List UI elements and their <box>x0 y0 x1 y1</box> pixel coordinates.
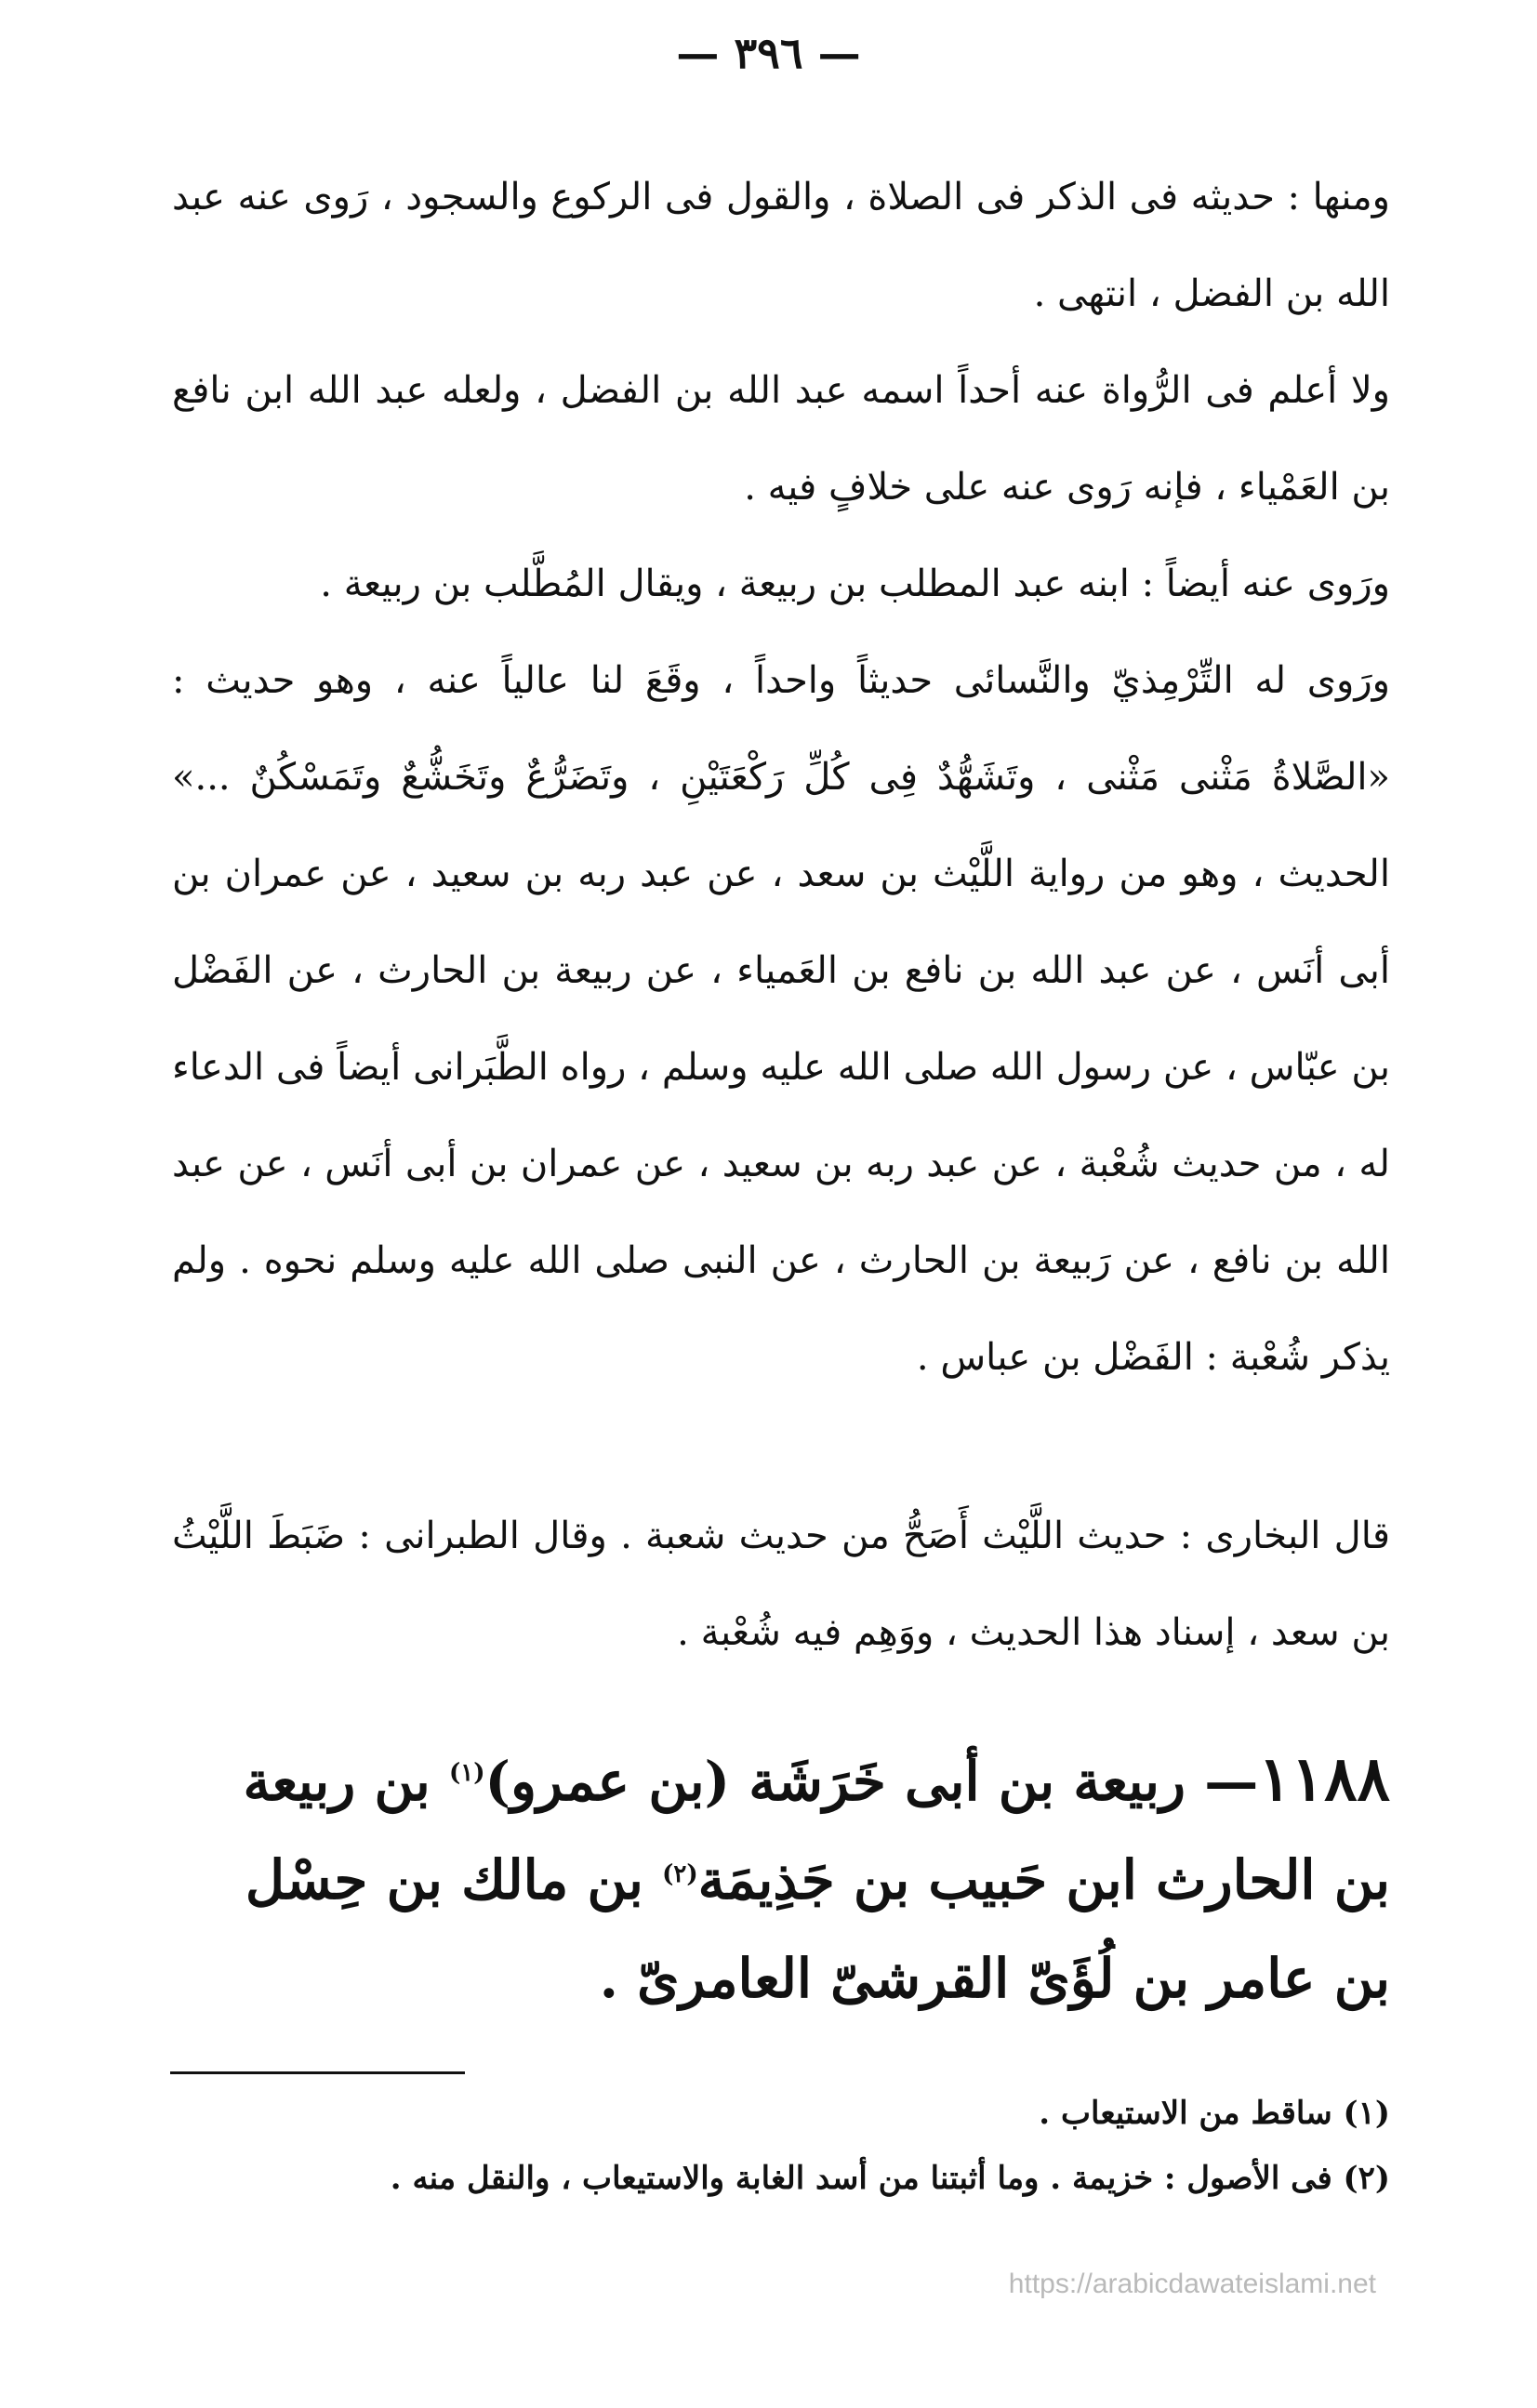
entry-name-part: بن ربيعة بن الحارث ابن حَبيب بن جَذِيمَة <box>243 1750 1390 1912</box>
footnote: (٢) فى الأصول : خزيمة . وما أثبتنا من أسد الغابة والاستيعاب ، والنقل منه . <box>390 2160 1390 2197</box>
entry-number: ١١٨٨ <box>1258 1742 1390 1815</box>
paragraph-group <box>172 632 1390 1406</box>
paragraph: قال البخارى : حديث اللَّيْث أَصَحُّ من حديث شعبة . وقال الطبرانى : ضَبَطَ اللَّيْثُ بن سعد ، إسناد هذا الحديث ، ووَهِم فيه شُعْبة . <box>172 1515 1390 1654</box>
paragraph: ورَوى عنه أيضاً : ابنه عبد المطلب بن ربيعة ، ويقال المُطَّلب بن ربيعة . <box>320 562 1390 605</box>
watermark-url: https://arabicdawateislami.net <box>1008 2269 1376 2299</box>
paragraph: ولا أعلم فى الرُّواة عنه أحداً اسمه عبد الله بن الفضل ، ولعله عبد الله ابن نافع بن العَمْياء ، فإنه رَوى عنه على خلافٍ فيه . <box>172 369 1390 509</box>
page-number: — ٣٩٦ — <box>676 28 861 78</box>
paragraph: ومنها : حديثه فى الذكر فى الصلاة ، والقول فى الركوع والسجود ، رَوى عنه عبد الله بن الفضل ، انتهى . <box>172 176 1390 315</box>
footnote-divider <box>170 2071 465 2074</box>
biography-entry-heading <box>172 1729 1390 2028</box>
paragraph: ورَوى له التِّرْمِذيّ والنَّسائى حديثاً واحداً ، وقَعَ لنا عالياً عنه ، وهو حديث : «الصَّلاةُ مَثْنى مَثْنى ، وتَشَهُّدٌ فِى كُلِّ رَكْعَتَيْنِ ، وتَضَرُّعٌ وتَخَشُّعٌ وتَمَسْكُنٌ ...» الحديث ، وهو من رواية اللَّيْث بن سعد ، عن عبد ربه بن سعيد ، عن عمران بن أبى أنَس ، عن عبد الله بن نافع بن العَمياء ، عن ربيعة بن الحارث ، عن الفَضْل بن عبّاس ، عن رسول الله صلى الله عليه وسلم ، رواه الطَّبَرانى أيضاً فى الدعاء له ، من حديث شُعْبة ، عن عبد ربه بن سعيد ، عن عمران بن أبى أنَس ، عن عبد الله بن نافع ، عن رَبيعة بن الحارث ، عن النبى صلى الله عليه وسلم نحوه . ولم يذكر شُعْبة : الفَضْل بن عباس . <box>172 659 1390 1379</box>
entry-name-part: بن مالك بن حِسْل بن عامر بن لُؤَىّ القرشىّ العامرىّ . <box>245 1848 1390 2010</box>
paragraph-group <box>172 1488 1390 1681</box>
entry-name-part: — ربيعة بن أبى خَرَشَة (بن عمرو) <box>484 1750 1259 1813</box>
footnotes <box>172 2081 1390 2211</box>
paragraph-group <box>172 536 1390 632</box>
paragraph-group <box>172 342 1390 536</box>
paragraph-group <box>172 149 1390 342</box>
footnote-marker: (١) <box>448 1759 485 1787</box>
footnote-marker: (٢) <box>662 1860 698 1888</box>
footnote: (١) ساقط من الاستيعاب . <box>1039 2095 1390 2132</box>
